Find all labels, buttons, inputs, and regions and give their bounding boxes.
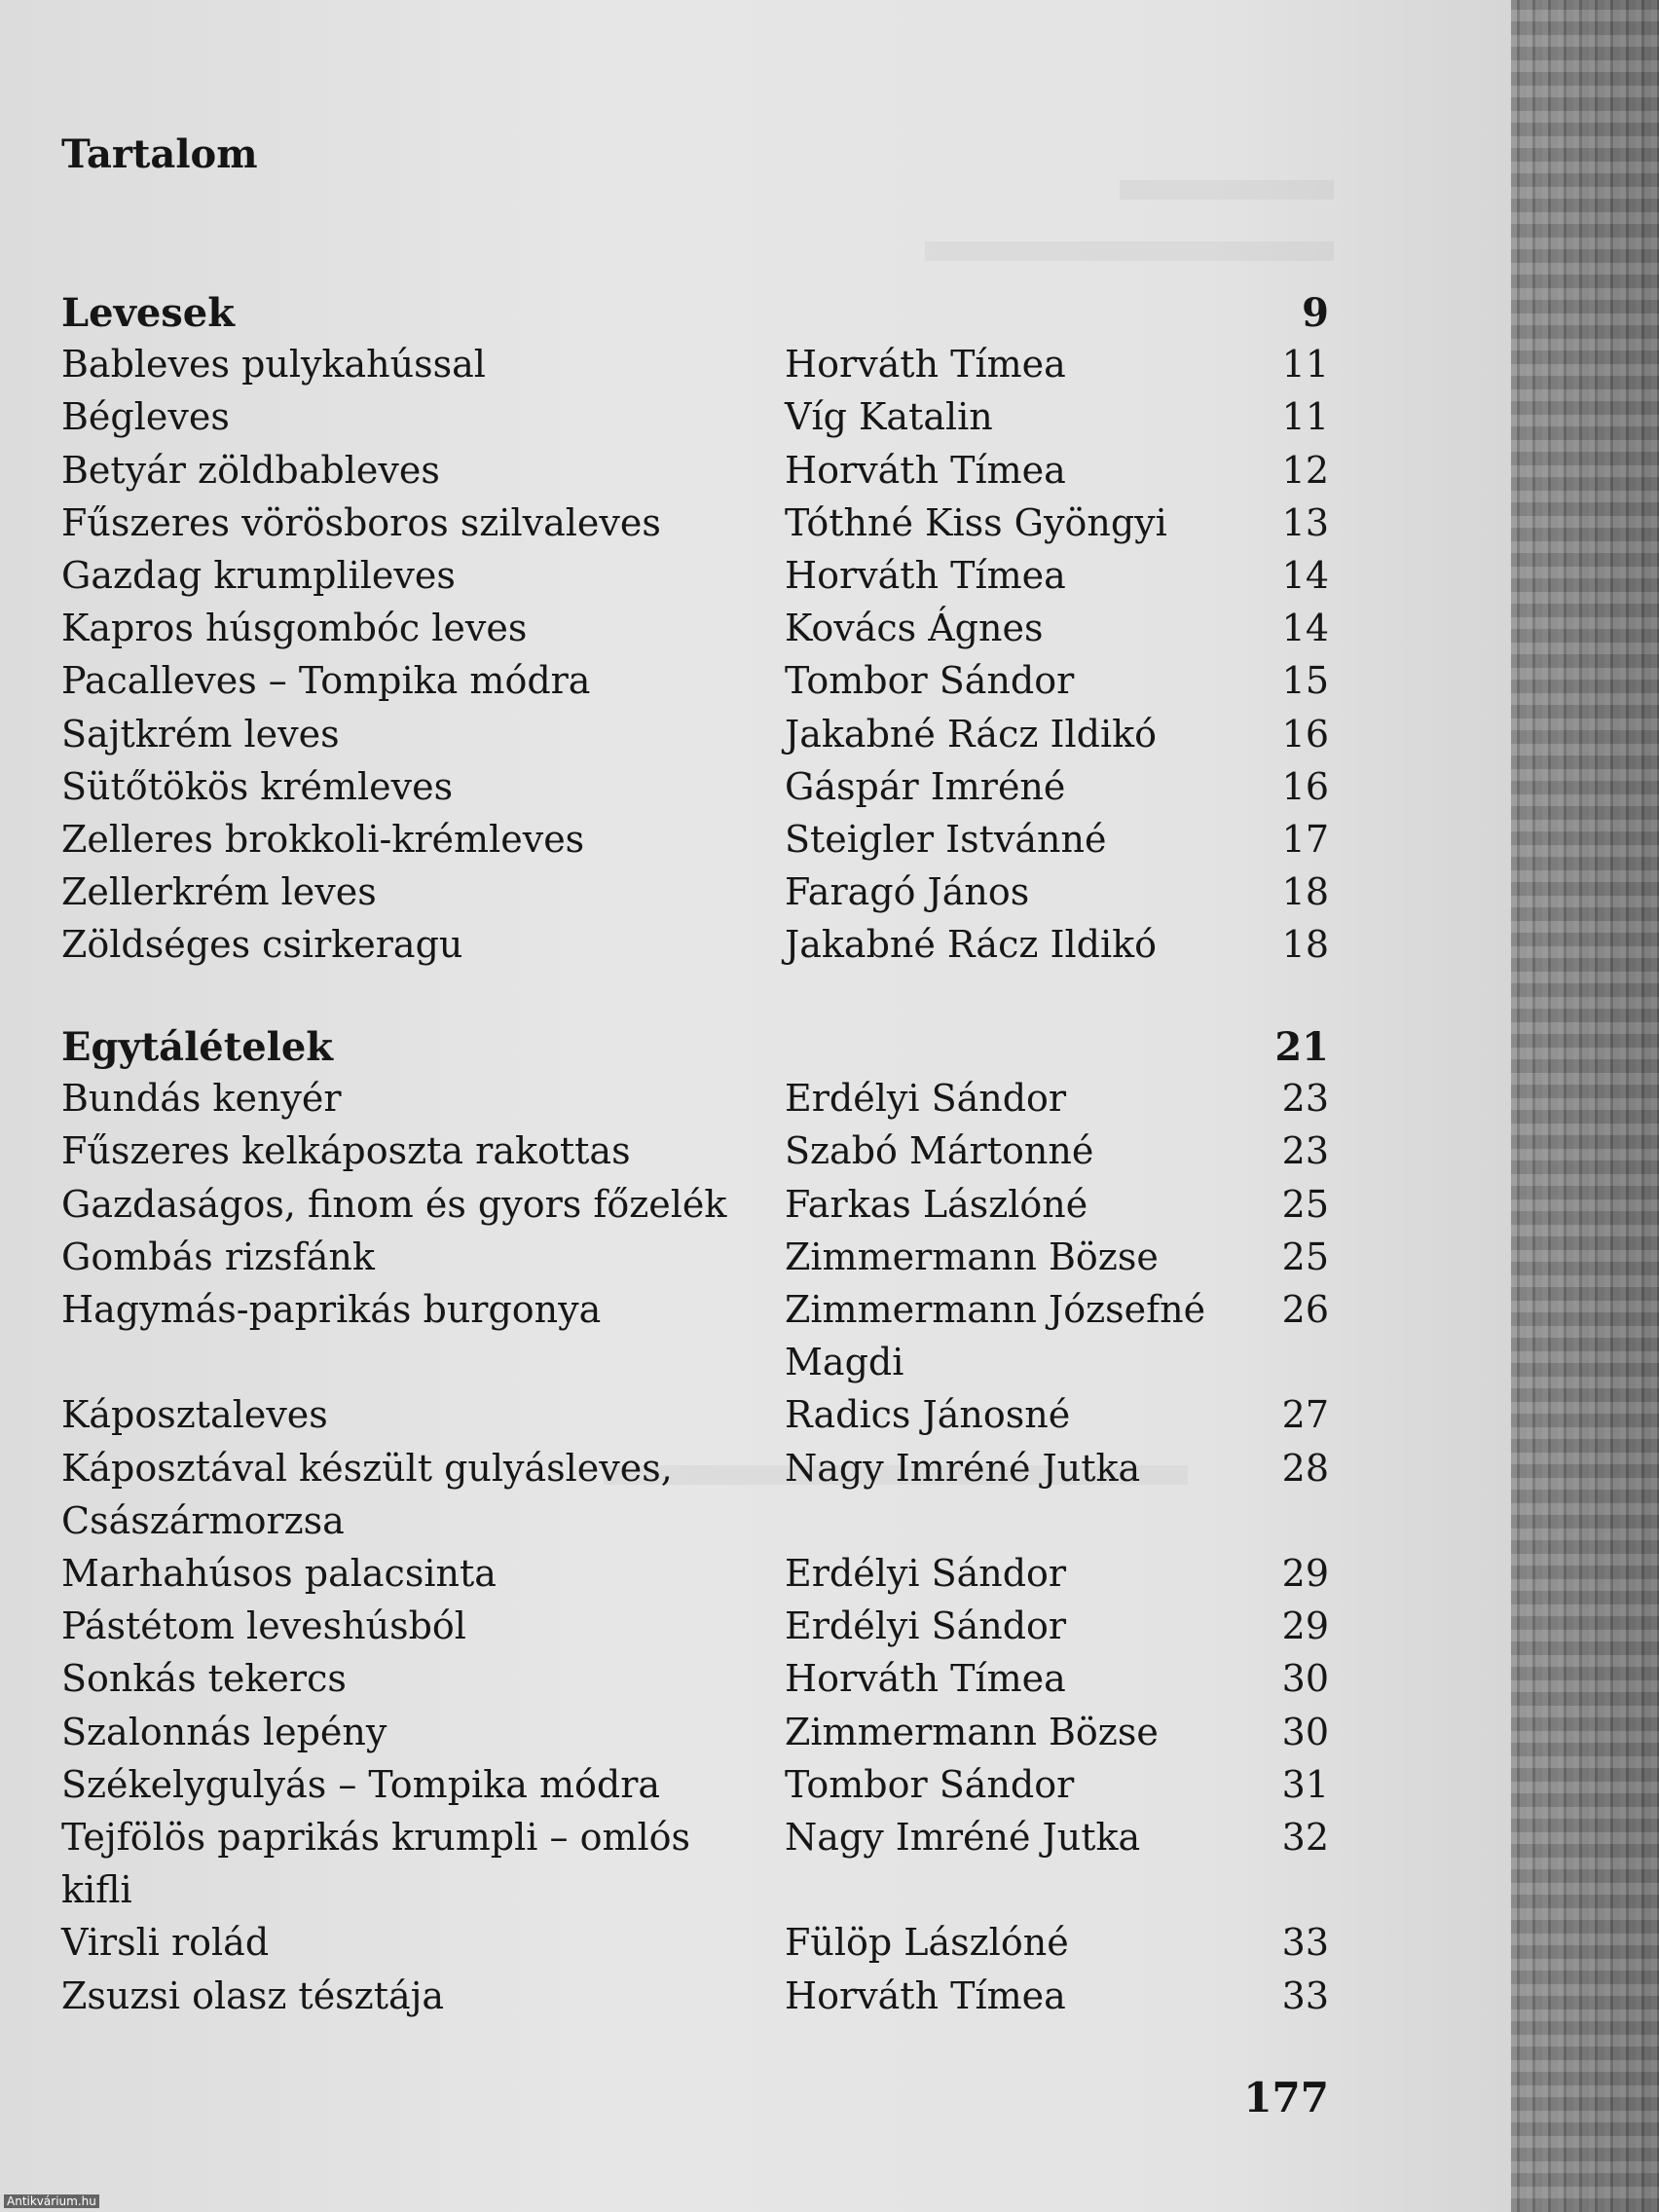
recipe-author: Kovács Ágnes — [785, 607, 1044, 649]
watermark: Antikvárium.hu — [4, 2194, 99, 2208]
recipe-page-number: 25 — [1281, 1183, 1329, 1226]
recipe-name: Hagymás-paprikás burgonya — [61, 1288, 602, 1331]
recipe-name: Sonkás tekercs — [61, 1657, 347, 1700]
toc-entry — [0, 1129, 1511, 1182]
recipe-page-number: 29 — [1281, 1552, 1329, 1595]
toc-entry — [0, 1393, 1511, 1446]
recipe-author: Jakabné Rácz Ildikó — [785, 923, 1158, 966]
toc-entry — [0, 1604, 1511, 1657]
toc-entry — [0, 1921, 1511, 1973]
recipe-page-number: 26 — [1281, 1288, 1329, 1331]
section-title: Egytálételek — [61, 1024, 334, 1070]
recipe-page-number: 23 — [1281, 1077, 1329, 1120]
recipe-author: Farkas Lászlóné — [785, 1183, 1088, 1226]
recipe-author: Horváth Tímea — [785, 343, 1066, 386]
toc-entry — [0, 818, 1511, 870]
toc-entry — [0, 1763, 1511, 1816]
recipe-page-number: 12 — [1281, 449, 1329, 492]
section-page-number: 21 — [1274, 1024, 1329, 1070]
recipe-author: Nagy Imréné Jutka — [785, 1447, 1141, 1490]
recipe-page-number: 18 — [1281, 870, 1329, 913]
toc-entry — [0, 1816, 1511, 1868]
recipe-name: Császármorzsa — [61, 1499, 345, 1542]
recipe-name: Bundás kenyér — [61, 1077, 342, 1120]
recipe-name: Gazdaságos, finom és gyors főzelék — [61, 1183, 727, 1226]
recipe-author: Zimmermann Bözse — [785, 1711, 1159, 1753]
recipe-name: Székelygulyás – Tompika módra — [61, 1763, 661, 1806]
toc-entry — [0, 554, 1511, 607]
recipe-page-number: 33 — [1281, 1921, 1329, 1964]
recipe-name: Virsli rolád — [61, 1921, 270, 1964]
toc-entry — [0, 607, 1511, 659]
toc-entry — [0, 1235, 1511, 1288]
recipe-author: Erdélyi Sándor — [785, 1604, 1067, 1647]
recipe-name: Gombás rizsfánk — [61, 1235, 375, 1278]
recipe-name: Pacalleves – Tompika módra — [61, 659, 591, 702]
toc-entry — [0, 1077, 1511, 1129]
recipe-name: Pástétom leveshúsból — [61, 1604, 466, 1647]
show-through-decoration — [1120, 180, 1334, 200]
recipe-author: Horváth Tímea — [785, 1657, 1066, 1700]
recipe-page-number: 18 — [1281, 923, 1329, 966]
recipe-author: Zimmermann Józsefné — [785, 1288, 1206, 1331]
recipe-name: kifli — [61, 1868, 132, 1911]
recipe-author: Nagy Imréné Jutka — [785, 1816, 1141, 1859]
recipe-author: Erdélyi Sándor — [785, 1552, 1067, 1595]
recipe-page-number: 11 — [1281, 343, 1329, 386]
recipe-page-number: 16 — [1281, 765, 1329, 808]
page-title: Tartalom — [61, 131, 258, 177]
recipe-author: Szabó Mártonné — [785, 1129, 1094, 1172]
section-heading — [0, 290, 1511, 343]
recipe-name: Tejfölös paprikás krumpli – omlós — [61, 1816, 691, 1859]
recipe-author: Horváth Tímea — [785, 1974, 1066, 2017]
recipe-name: Betyár zöldbableves — [61, 449, 440, 492]
toc-entry — [0, 1183, 1511, 1235]
recipe-name: Káposztaleves — [61, 1393, 328, 1436]
toc-entry — [0, 1341, 1511, 1393]
recipe-name: Szalonnás lepény — [61, 1711, 387, 1753]
recipe-name: Gazdag krumplileves — [61, 554, 456, 597]
recipe-name: Zelleres brokkoli-krémleves — [61, 818, 585, 861]
page-number: 177 — [1243, 2074, 1329, 2121]
recipe-page-number: 11 — [1281, 395, 1329, 438]
recipe-name: Sajtkrém leves — [61, 713, 340, 756]
recipe-author: Tombor Sándor — [785, 659, 1075, 702]
section-page-number: 9 — [1302, 290, 1329, 336]
recipe-page-number: 33 — [1281, 1974, 1329, 2017]
recipe-page-number: 28 — [1281, 1447, 1329, 1490]
recipe-page-number: 15 — [1281, 659, 1329, 702]
toc-entry — [0, 713, 1511, 765]
recipe-name: Bégleves — [61, 395, 230, 438]
toc-entry — [0, 659, 1511, 712]
recipe-name: Zöldséges csirkeragu — [61, 923, 463, 966]
recipe-page-number: 14 — [1281, 607, 1329, 649]
recipe-name: Sütőtökös krémleves — [61, 765, 454, 808]
toc-entry — [0, 1974, 1511, 2027]
recipe-name: Marhahúsos palacsinta — [61, 1552, 497, 1595]
toc-entry — [0, 1657, 1511, 1710]
toc-entry — [0, 1711, 1511, 1763]
toc-entry — [0, 1447, 1511, 1499]
recipe-author: Tombor Sándor — [785, 1763, 1075, 1806]
recipe-page-number: 14 — [1281, 554, 1329, 597]
toc-entry — [0, 1499, 1511, 1552]
recipe-page-number: 27 — [1281, 1393, 1329, 1436]
recipe-page-number: 16 — [1281, 713, 1329, 756]
recipe-author: Horváth Tímea — [785, 554, 1066, 597]
recipe-page-number: 17 — [1281, 818, 1329, 861]
recipe-name: Fűszeres vörösboros szilvaleves — [61, 501, 661, 544]
recipe-page-number: 25 — [1281, 1235, 1329, 1278]
recipe-page-number: 30 — [1281, 1657, 1329, 1700]
page-stack-edge — [1511, 0, 1659, 2212]
toc-entry — [0, 449, 1511, 501]
recipe-author: Magdi — [785, 1341, 904, 1383]
recipe-name: Káposztával készült gulyásleves, — [61, 1447, 673, 1490]
recipe-author: Steigler Istvánné — [785, 818, 1107, 861]
recipe-author: Erdélyi Sándor — [785, 1077, 1067, 1120]
toc-entry — [0, 765, 1511, 818]
recipe-author: Radics Jánosné — [785, 1393, 1071, 1436]
recipe-author: Jakabné Rácz Ildikó — [785, 713, 1158, 756]
toc-entry — [0, 1868, 1511, 1921]
toc-entry — [0, 1288, 1511, 1341]
recipe-author: Faragó János — [785, 870, 1030, 913]
toc-entry — [0, 923, 1511, 976]
section-heading — [0, 1024, 1511, 1077]
toc-entry — [0, 870, 1511, 923]
section-title: Levesek — [61, 290, 235, 336]
recipe-name: Bableves pulykahússal — [61, 343, 486, 386]
recipe-author: Víg Katalin — [785, 395, 993, 438]
recipe-name: Fűszeres kelkáposzta rakottas — [61, 1129, 631, 1172]
recipe-author: Gáspár Imréné — [785, 765, 1066, 808]
show-through-decoration — [925, 241, 1334, 261]
recipe-author: Horváth Tímea — [785, 449, 1066, 492]
recipe-page-number: 31 — [1281, 1763, 1329, 1806]
toc-entry — [0, 395, 1511, 448]
recipe-author: Tóthné Kiss Gyöngyi — [785, 501, 1167, 544]
recipe-page-number: 23 — [1281, 1129, 1329, 1172]
recipe-author: Fülöp Lászlóné — [785, 1921, 1069, 1964]
recipe-page-number: 32 — [1281, 1816, 1329, 1859]
recipe-name: Zsuzsi olasz tésztája — [61, 1974, 445, 2017]
recipe-name: Kapros húsgombóc leves — [61, 607, 528, 649]
recipe-name: Zellerkrém leves — [61, 870, 377, 913]
toc-entry — [0, 501, 1511, 554]
recipe-page-number: 29 — [1281, 1604, 1329, 1647]
recipe-page-number: 13 — [1281, 501, 1329, 544]
recipe-author: Zimmermann Bözse — [785, 1235, 1159, 1278]
toc-entry — [0, 343, 1511, 395]
recipe-page-number: 30 — [1281, 1711, 1329, 1753]
toc-entry — [0, 1552, 1511, 1604]
